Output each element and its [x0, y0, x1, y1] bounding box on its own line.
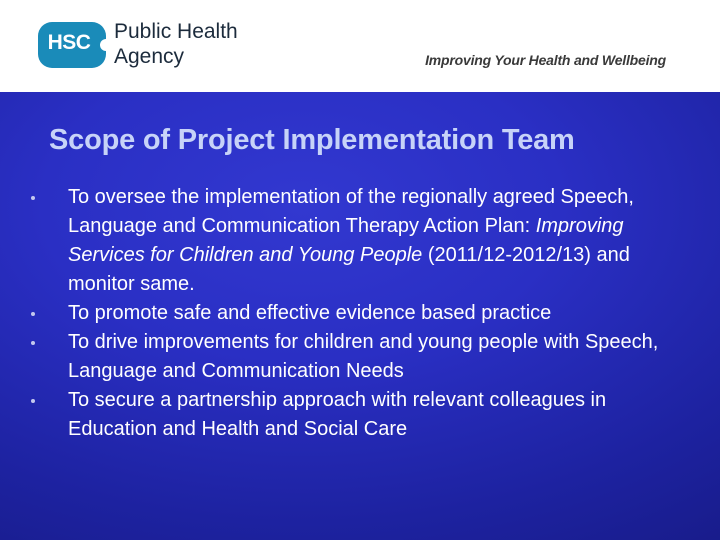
header-banner [0, 0, 720, 92]
hsc-logo-badge [38, 22, 106, 68]
agency-name-line1: Public Health [114, 20, 238, 43]
tagline: Improving Your Health and Wellbeing [425, 52, 666, 68]
bullet-text: To promote safe and effective evidence based practice [68, 302, 552, 324]
bullet-list [0, 183, 720, 444]
bullet-item-oversee [0, 183, 720, 299]
bullet-text: (2011/12-2012/13) and monitor same. [68, 244, 630, 295]
bullet-text: To drive improvements for children and young people with Speech, Language and Communication Needs [68, 331, 659, 382]
slide-title: Scope of Project Implementation Team [49, 124, 575, 156]
agency-name-line2: Agency [114, 45, 185, 68]
bullet-item-secure [0, 386, 720, 444]
bullet-item-drive [0, 328, 720, 386]
bullet-text: To secure a partnership approach with relevant colleagues in Education and Health and Social Care [68, 389, 607, 440]
logo-notch-icon [100, 39, 112, 51]
agency-name [114, 19, 238, 69]
hsc-logo-text: HSC [47, 31, 91, 54]
bullet-item-promote [0, 299, 720, 328]
bullet-text: To oversee the implementation of the regionally agreed Speech, Language and Communication Therapy Action Plan: [68, 186, 634, 237]
bullet-italic-text: Improving Services for Children and Young People [68, 215, 624, 266]
